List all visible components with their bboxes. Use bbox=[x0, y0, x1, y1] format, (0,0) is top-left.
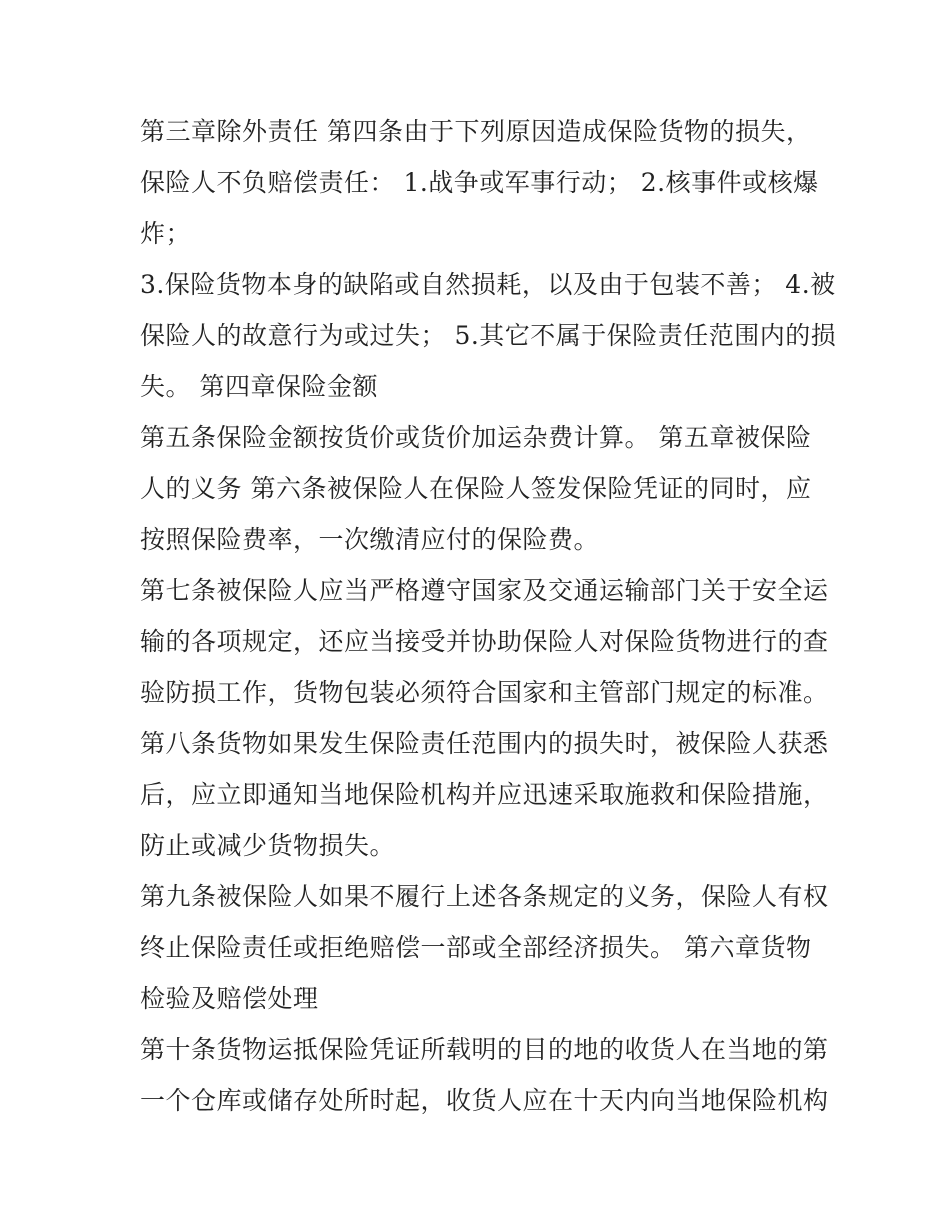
text-line: 一个仓库或储存处所时起，收货人应在十天内向当地保险机构 bbox=[140, 1086, 829, 1115]
text-line: 检验及赔偿处理 bbox=[140, 984, 319, 1013]
text-line: 第五条保险金额按货价或货价加运杂费计算。 第五章被保险 bbox=[140, 423, 812, 452]
text-line: 第八条货物如果发生保险责任范围内的损失时，被保险人获悉 bbox=[140, 729, 829, 758]
text-line: 输的各项规定，还应当接受并协助保险人对保险货物进行的查 bbox=[140, 627, 829, 656]
text-line: 验防损工作，货物包装必须符合国家和主管部门规定的标准。 bbox=[140, 678, 829, 707]
text-line: 后，应立即通知当地保险机构并应迅速采取施救和保险措施， bbox=[140, 780, 829, 809]
text-line: 失。 第四章保险金额 bbox=[140, 372, 378, 401]
text-line: 炸； bbox=[140, 219, 192, 248]
text-line: 防止或减少货物损失。 bbox=[140, 831, 396, 860]
text-line: 保险人不负赔偿责任： 1.战争或军事行动； 2.核事件或核爆 bbox=[140, 168, 819, 197]
text-line: 按照保险费率，一次缴清应付的保险费。 bbox=[140, 525, 600, 554]
text-line: 保险人的故意行为或过失； 5.其它不属于保险责任范围内的损 bbox=[140, 321, 837, 350]
text-line: 第七条被保险人应当严格遵守国家及交通运输部门关于安全运 bbox=[140, 576, 829, 605]
text-line: 人的义务 第六条被保险人在保险人签发保险凭证的同时，应 bbox=[140, 474, 812, 503]
text-line: 第九条被保险人如果不履行上述各条规定的义务，保险人有权 bbox=[140, 882, 829, 911]
text-line: 终止保险责任或拒绝赔偿一部或全部经济损失。 第六章货物 bbox=[140, 933, 812, 962]
text-line: 第十条货物运抵保险凭证所载明的目的地的收货人在当地的第 bbox=[140, 1035, 829, 1064]
text-line: 3.保险货物本身的缺陷或自然损耗，以及由于包装不善； 4.被 bbox=[140, 270, 836, 299]
document-body bbox=[140, 106, 837, 1126]
text-line: 第三章除外责任 第四条由于下列原因造成保险货物的损失， bbox=[140, 117, 812, 146]
